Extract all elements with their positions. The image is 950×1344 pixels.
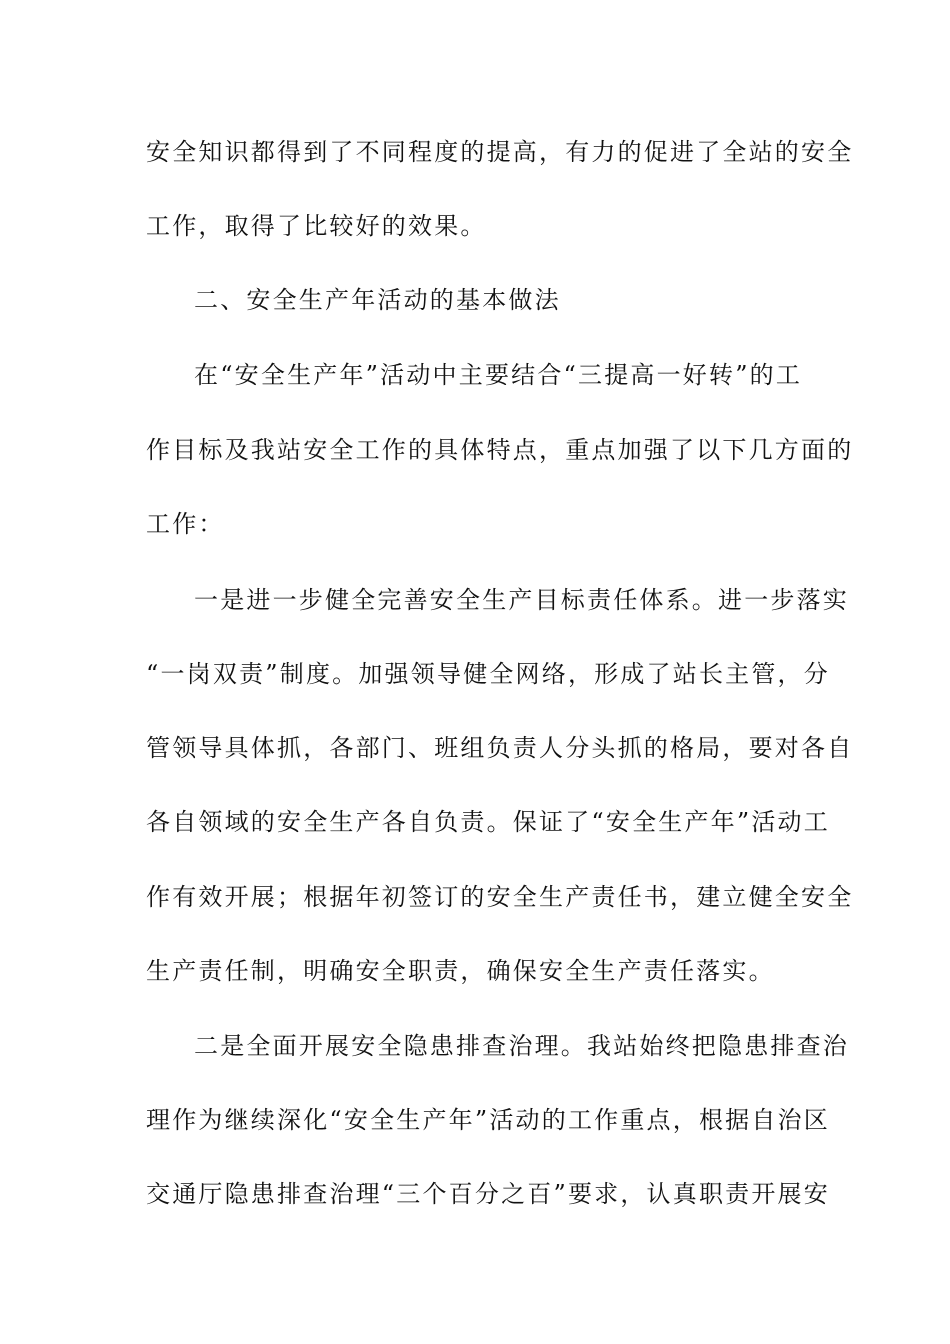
- text-line: 一是进一步健全完善安全生产目标责任体系。进一步落实: [194, 586, 849, 614]
- text-line: 理作为继续深化“安全生产年”活动的工作重点，根据自治区: [146, 1106, 830, 1134]
- section-heading: 二、安全生产年活动的基本做法: [194, 286, 561, 314]
- text-line: “一岗双责”制度。加强领导健全网络，形成了站长主管，分: [146, 660, 830, 688]
- text-line: 在“安全生产年”活动中主要结合“三提高一好转”的工: [194, 361, 803, 389]
- text-line: 二是全面开展安全隐患排查治理。我站始终把隐患排查治: [194, 1032, 849, 1060]
- text-line: 工作：: [146, 510, 225, 538]
- text-line: 安全知识都得到了不同程度的提高，有力的促进了全站的安全: [146, 138, 854, 166]
- text-line: 工作，取得了比较好的效果。: [146, 212, 487, 240]
- text-line: 作有效开展；根据年初签订的安全生产责任书，建立健全安全: [146, 883, 854, 911]
- text-line: 生产责任制，明确安全职责，确保安全生产责任落实。: [146, 957, 775, 985]
- text-line: 管领导具体抓，各部门、班组负责人分头抓的格局，要对各自: [146, 734, 854, 762]
- text-line: 各自领域的安全生产各自负责。保证了“安全生产年”活动工: [146, 808, 830, 836]
- text-line: 作目标及我站安全工作的具体特点，重点加强了以下几方面的: [146, 436, 854, 464]
- text-line: 交通厅隐患排查治理“三个百分之百”要求，认真职责开展安: [146, 1180, 830, 1208]
